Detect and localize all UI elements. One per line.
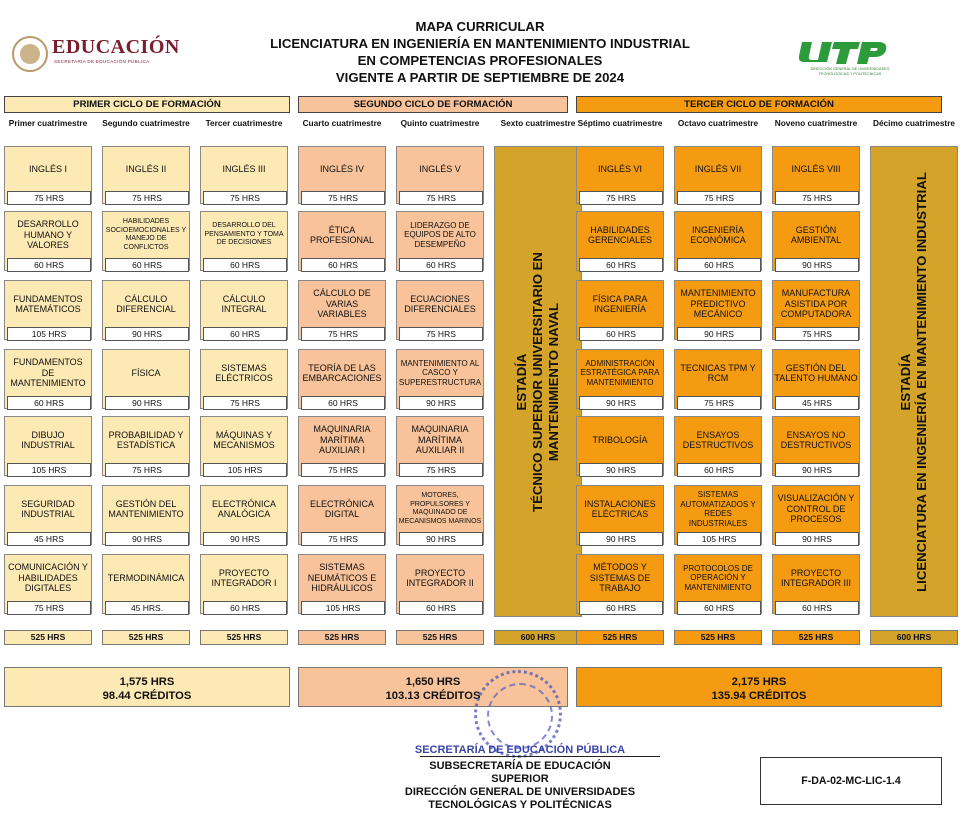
title-line: MAPA CURRICULAR xyxy=(415,19,545,34)
subject-card xyxy=(102,280,190,340)
subject-hours: 60 HRS xyxy=(677,601,761,615)
subject-hours: 75 HRS xyxy=(7,191,91,205)
subject-card xyxy=(772,554,860,614)
cycle-1-credits: 98.44 CRÉDITOS xyxy=(102,690,192,702)
subject-card xyxy=(772,211,860,271)
subject-name: DESARROLLO HUMANO Y VALORES xyxy=(17,219,79,251)
subject-card xyxy=(200,554,288,614)
subject-hours: 75 HRS xyxy=(301,191,385,205)
subject-hours: 60 HRS xyxy=(775,601,859,615)
cycle-3-credits: 135.94 CRÉDITOS xyxy=(711,690,807,702)
quarter-total-hours: 600 HRS xyxy=(870,630,958,645)
quarter-total-hours: 525 HRS xyxy=(576,630,664,645)
subject-hours: 75 HRS xyxy=(301,327,385,341)
document-title xyxy=(200,18,760,86)
subject-card xyxy=(298,554,386,614)
subject-name: MANUFACTURA ASISTIDA POR COMPUTADORA xyxy=(780,288,852,320)
subject-hours: 90 HRS xyxy=(775,258,859,272)
quarter-header: Tercer cuatrimestre xyxy=(205,118,283,128)
subject-card xyxy=(200,485,288,545)
subject-hours: 75 HRS xyxy=(399,327,483,341)
subject-hours: 60 HRS xyxy=(579,601,663,615)
subject-hours: 60 HRS xyxy=(203,258,287,272)
stay-block xyxy=(494,146,582,617)
subject-hours: 90 HRS xyxy=(399,532,483,546)
subject-name: ÉTICA PROFESIONAL xyxy=(309,224,374,245)
subject-name: INGLÉS V xyxy=(419,163,461,174)
subject-name: TECNICAS TPM Y RCM xyxy=(680,362,756,383)
subject-hours: 60 HRS xyxy=(399,601,483,615)
subject-name: COMUNICACIÓN Y HABILIDADES DIGITALES xyxy=(8,562,88,594)
subject-hours: 75 HRS xyxy=(301,463,385,477)
subject-name: DIBUJO INDUSTRIAL xyxy=(21,429,75,450)
subject-card xyxy=(576,416,664,476)
subject-name: VISUALIZACIÓN Y CONTROL DE PROCESOS xyxy=(777,493,855,525)
subject-name: MANTENIMIENTO PREDICTIVO MECÁNICO xyxy=(680,288,756,320)
subject-name: CÁLCULO DIFERENCIAL xyxy=(116,293,176,314)
subject-hours: 60 HRS xyxy=(677,463,761,477)
cycle-1-header: PRIMER CICLO DE FORMACIÓN xyxy=(4,96,290,113)
subject-hours: 105 HRS xyxy=(7,463,91,477)
title-line: VIGENTE A PARTIR DE SEPTIEMBRE DE 2024 xyxy=(335,70,625,85)
subject-name: HABILIDADES SOCIOEMOCIONALES Y MANEJO DE CONFLICTOS xyxy=(105,218,187,251)
subject-card xyxy=(4,146,92,204)
subject-card xyxy=(298,349,386,409)
subject-card xyxy=(396,146,484,204)
signature-line-2: SUBSECRETARÍA DE EDUCACIÓN SUPERIOR xyxy=(429,760,611,785)
subject-hours: 75 HRS xyxy=(105,191,189,205)
subject-name: ENSAYOS NO DESTRUCTIVOS xyxy=(780,429,852,450)
subject-name: FÍSICA PARA INGENIERÍA xyxy=(592,293,648,314)
subject-hours: 45 HRS xyxy=(7,532,91,546)
subject-hours: 75 HRS xyxy=(677,396,761,410)
subject-card xyxy=(674,416,762,476)
quarter-header: Primer cuatrimestre xyxy=(8,118,88,128)
utp-logo-subtext: DIRECCIÓN GENERAL DE UNIVERSIDADES TECNOLÓGICAS Y POLITÉCNICAS xyxy=(810,67,890,76)
form-code: F-DA-02-MC-LIC-1.4 xyxy=(760,757,942,805)
subject-name: FUNDAMENTOS MATEMÁTICOS xyxy=(13,293,83,314)
subject-hours: 60 HRS xyxy=(301,258,385,272)
quarter-header: Quinto cuatrimestre xyxy=(400,118,480,128)
cycle-3-total xyxy=(576,667,942,707)
subject-hours: 60 HRS xyxy=(203,327,287,341)
subject-hours: 90 HRS xyxy=(579,463,663,477)
subject-hours: 90 HRS xyxy=(105,532,189,546)
subject-name: CÁLCULO DE VARIAS VARIABLES xyxy=(313,288,371,320)
subject-card xyxy=(200,349,288,409)
subject-card xyxy=(772,485,860,545)
subject-hours: 75 HRS xyxy=(105,463,189,477)
subject-hours: 90 HRS xyxy=(203,532,287,546)
cycle-3-hours: 2,175 HRS xyxy=(731,676,787,688)
subject-hours: 105 HRS xyxy=(677,532,761,546)
subject-card xyxy=(298,416,386,476)
quarter-total-hours: 525 HRS xyxy=(396,630,484,645)
title-line: LICENCIATURA EN INGENIERÍA EN MANTENIMIENTO INDUSTRIAL xyxy=(270,36,690,51)
stay-label: ESTADÍA TÉCNICO SUPERIOR UNIVERSITARIO EN MANTENIMIENTO NAVAL xyxy=(514,251,561,512)
subject-name: INGLÉS VI xyxy=(597,163,642,174)
quarter-total-hours: 525 HRS xyxy=(298,630,386,645)
subject-name: INGLÉS IV xyxy=(319,163,364,174)
subject-card xyxy=(772,280,860,340)
subject-card xyxy=(396,211,484,271)
subject-name: INGLÉS II xyxy=(125,163,167,174)
subject-card xyxy=(576,146,664,204)
subject-card xyxy=(102,485,190,545)
subject-hours: 75 HRS xyxy=(579,191,663,205)
subject-name: PROBABILIDAD Y ESTADÍSTICA xyxy=(108,429,184,450)
subject-card xyxy=(102,554,190,614)
sep-logo-subtext: SECRETARÍA DE EDUCACIÓN PÚBLICA xyxy=(54,59,150,64)
subject-name: MÁQUINAS Y MECANISMOS xyxy=(213,429,275,450)
signature-stamp-text: SECRETARÍA DE EDUCACIÓN PÚBLICA xyxy=(414,744,626,756)
subject-hours: 90 HRS xyxy=(579,396,663,410)
subject-card xyxy=(4,349,92,409)
subject-hours: 90 HRS xyxy=(775,463,859,477)
cycle-2-hours: 1,650 HRS xyxy=(405,676,461,688)
subject-hours: 90 HRS xyxy=(677,327,761,341)
subject-name: TERMODINÁMICA xyxy=(107,572,185,583)
subject-name: GESTIÓN DEL TALENTO HUMANO xyxy=(774,362,858,383)
subject-hours: 105 HRS xyxy=(203,463,287,477)
utp-logo-icon xyxy=(798,38,890,66)
subject-hours: 60 HRS xyxy=(399,258,483,272)
subject-hours: 90 HRS xyxy=(399,396,483,410)
subject-card xyxy=(576,554,664,614)
subject-hours: 60 HRS xyxy=(7,258,91,272)
subject-hours: 90 HRS xyxy=(105,327,189,341)
subject-name: FÍSICA xyxy=(131,367,161,378)
subject-card xyxy=(200,146,288,204)
subject-card xyxy=(396,280,484,340)
subject-name: MÉTODOS Y SISTEMAS DE TRABAJO xyxy=(589,562,651,594)
subject-card xyxy=(298,146,386,204)
subject-name: ADMINISTRACIÓN ESTRATÉGICA PARA MANTENIMIENTO xyxy=(580,358,660,387)
subject-hours: 60 HRS xyxy=(7,396,91,410)
subject-hours: 60 HRS xyxy=(301,396,385,410)
subject-hours: 60 HRS xyxy=(105,258,189,272)
subject-name: MANTENIMIENTO AL CASCO Y SUPERESTRUCTURA xyxy=(398,358,482,387)
subject-hours: 90 HRS xyxy=(775,532,859,546)
subject-card xyxy=(674,146,762,204)
subject-name: INSTALACIONES ELÉCTRICAS xyxy=(584,498,656,519)
subject-card xyxy=(102,146,190,204)
quarter-header: Décimo cuatrimestre xyxy=(872,118,956,128)
signature-line-3: DIRECCIÓN GENERAL DE UNIVERSIDADES TECNOLÓGICAS Y POLITÉCNICAS xyxy=(404,786,636,811)
quarter-total-hours: 525 HRS xyxy=(102,630,190,645)
subject-card xyxy=(674,211,762,271)
subject-hours: 75 HRS xyxy=(775,327,859,341)
subject-hours: 105 HRS xyxy=(301,601,385,615)
quarter-header: Séptimo cuatrimestre xyxy=(577,118,663,128)
subject-name: GESTIÓN DEL MANTENIMIENTO xyxy=(108,498,184,519)
quarter-total-hours: 525 HRS xyxy=(4,630,92,645)
stay-label: ESTADÍA LICENCIATURA EN INGENIERÍA EN MANTENIMIENTO INDUSTRIAL xyxy=(898,171,929,592)
subject-hours: 45 HRS. xyxy=(105,601,189,615)
subject-name: MAQUINARIA MARÍTIMA AUXILIAR I xyxy=(313,424,371,456)
subject-name: INGLÉS VIII xyxy=(791,163,841,174)
subject-card xyxy=(200,416,288,476)
subject-name: INGLÉS I xyxy=(28,163,67,174)
subject-card xyxy=(298,280,386,340)
subject-card xyxy=(298,211,386,271)
subject-name: ENSAYOS DESTRUCTIVOS xyxy=(682,429,754,450)
stay-block xyxy=(870,146,958,617)
subject-card xyxy=(200,211,288,271)
subject-card xyxy=(576,485,664,545)
subject-card xyxy=(576,211,664,271)
sep-eagle-emblem-icon xyxy=(12,36,48,72)
subject-hours: 90 HRS xyxy=(579,532,663,546)
subject-card xyxy=(674,554,762,614)
subject-card xyxy=(772,146,860,204)
subject-card xyxy=(4,280,92,340)
subject-name: TRIBOLOGÍA xyxy=(592,434,648,445)
subject-card xyxy=(102,211,190,271)
subject-hours: 75 HRS xyxy=(399,463,483,477)
subject-hours: 75 HRS xyxy=(203,396,287,410)
subject-card xyxy=(674,349,762,409)
subject-name: PROTOCOLOS DE OPERACIÓN Y MANTENIMIENTO xyxy=(683,563,753,592)
subject-card xyxy=(4,554,92,614)
subject-card xyxy=(4,485,92,545)
subject-card xyxy=(396,485,484,545)
subject-name: HABILIDADES GERENCIALES xyxy=(587,224,653,245)
subject-card xyxy=(102,416,190,476)
subject-name: SISTEMAS AUTOMATIZADOS Y REDES INDUSTRIALES xyxy=(680,490,756,528)
subject-hours: 60 HRS xyxy=(579,258,663,272)
subject-hours: 60 HRS xyxy=(677,258,761,272)
subject-name: FUNDAMENTOS DE MANTENIMIENTO xyxy=(10,357,86,389)
subject-hours: 60 HRS xyxy=(203,601,287,615)
subject-name: INGLÉS VII xyxy=(694,163,742,174)
subject-card xyxy=(576,349,664,409)
quarter-total-hours: 525 HRS xyxy=(772,630,860,645)
quarter-header: Noveno cuatrimestre xyxy=(774,118,858,128)
subject-hours: 75 HRS xyxy=(399,191,483,205)
subject-card xyxy=(396,416,484,476)
subject-name: DESARROLLO DEL PENSAMIENTO Y TOMA DE DECISIONES xyxy=(204,222,284,247)
quarter-header: Octavo cuatrimestre xyxy=(677,118,759,128)
quarter-total-hours: 525 HRS xyxy=(674,630,762,645)
subject-name: GESTIÓN AMBIENTAL xyxy=(790,224,842,245)
subject-hours: 90 HRS xyxy=(105,396,189,410)
subject-name: INGENIERÍA ECONÓMICA xyxy=(690,224,746,245)
subject-hours: 75 HRS xyxy=(301,532,385,546)
subject-name: SEGURIDAD INDUSTRIAL xyxy=(21,498,75,519)
subject-name: PROYECTO INTEGRADOR II xyxy=(406,567,474,588)
signature-authority xyxy=(400,760,640,812)
signature-line xyxy=(420,756,660,757)
subject-name: MOTORES, PROPULSORES Y MAQUINADO DE MECANISMOS MARINOS xyxy=(398,492,482,525)
sep-logo-text: EDUCACIÓN xyxy=(52,36,180,58)
subject-name: SISTEMAS NEUMÁTICOS E HIDRÁULICOS xyxy=(307,562,377,594)
subject-hours: 75 HRS xyxy=(775,191,859,205)
subject-name: TEORÍA DE LAS EMBARCACIONES xyxy=(302,362,382,383)
cycle-1-hours: 1,575 HRS xyxy=(119,676,175,688)
quarter-header: Segundo cuatrimestre xyxy=(102,118,190,128)
title-line: EN COMPETENCIAS PROFESIONALES xyxy=(357,53,603,68)
subject-card xyxy=(4,416,92,476)
cycle-2-header: SEGUNDO CICLO DE FORMACIÓN xyxy=(298,96,568,113)
subject-card xyxy=(772,349,860,409)
subject-card xyxy=(102,349,190,409)
subject-name: ELECTRÓNICA ANALÓGICA xyxy=(211,498,276,519)
subject-name: LIDERAZGO DE EQUIPOS DE ALTO DESEMPEÑO xyxy=(404,220,476,249)
quarter-total-hours: 525 HRS xyxy=(200,630,288,645)
subject-card xyxy=(576,280,664,340)
cycle-3-header: TERCER CICLO DE FORMACIÓN xyxy=(576,96,942,113)
quarter-header: Cuarto cuatrimestre xyxy=(302,118,382,128)
quarter-header: Sexto cuatrimestre xyxy=(500,118,576,128)
subject-card xyxy=(674,280,762,340)
subject-card xyxy=(298,485,386,545)
subject-hours: 45 HRS xyxy=(775,396,859,410)
quarter-total-hours: 600 HRS xyxy=(494,630,582,645)
subject-name: ELECTRÓNICA DIGITAL xyxy=(309,498,374,519)
subject-hours: 60 HRS xyxy=(579,327,663,341)
subject-name: PROYECTO INTEGRADOR III xyxy=(780,567,851,588)
subject-card xyxy=(396,554,484,614)
subject-card xyxy=(200,280,288,340)
subject-card xyxy=(674,485,762,545)
subject-name: ECUACIONES DIFERENCIALES xyxy=(404,293,476,314)
subject-name: MAQUINARIA MARÍTIMA AUXILIAR II xyxy=(411,424,469,456)
cycle-1-total xyxy=(4,667,290,707)
subject-card xyxy=(4,211,92,271)
cycle-2-credits: 103.13 CRÉDITOS xyxy=(385,690,481,702)
subject-card xyxy=(396,349,484,409)
subject-name: INGLÉS III xyxy=(222,163,266,174)
subject-hours: 105 HRS xyxy=(7,327,91,341)
subject-name: PROYECTO INTEGRADOR I xyxy=(211,567,277,588)
subject-hours: 75 HRS xyxy=(7,601,91,615)
subject-hours: 75 HRS xyxy=(677,191,761,205)
subject-name: SISTEMAS ELÉCTRICOS xyxy=(215,362,273,383)
subject-hours: 75 HRS xyxy=(203,191,287,205)
subject-card xyxy=(772,416,860,476)
subject-name: CÁLCULO INTEGRAL xyxy=(221,293,267,314)
